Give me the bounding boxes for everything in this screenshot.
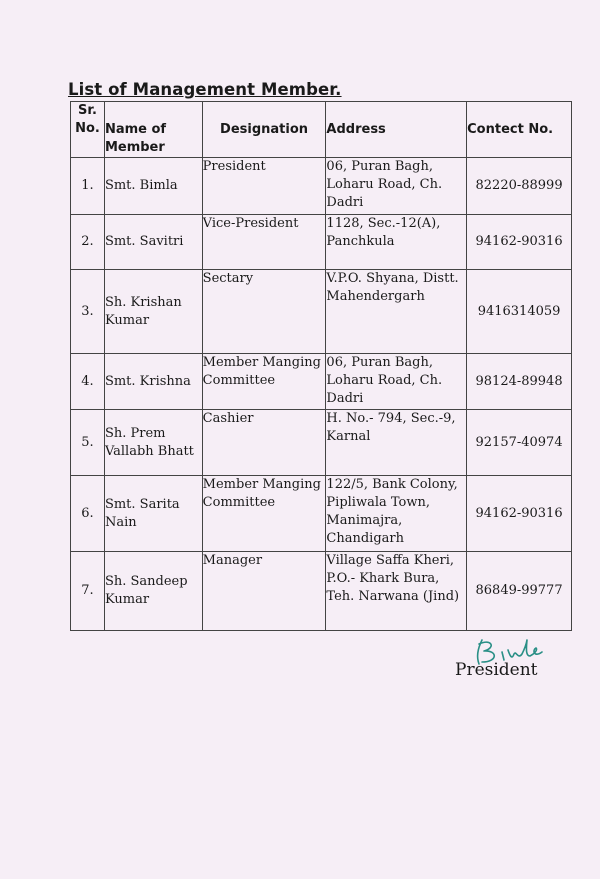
cell-name: Smt. Krishna <box>104 354 202 410</box>
cell-contact: 94162-90316 <box>467 476 572 552</box>
table-row <box>71 476 572 552</box>
table-row <box>71 354 572 410</box>
table-row <box>71 158 572 215</box>
cell-designation: President <box>202 158 326 215</box>
table-header-row <box>71 102 572 158</box>
table-row <box>71 215 572 270</box>
cell-address: 1128, Sec.-12(A), Panchkula <box>326 215 467 270</box>
cell-name: Smt. Savitri <box>104 215 202 270</box>
header-name: Name of Member <box>104 102 202 158</box>
table-row <box>71 552 572 631</box>
cell-sr: 7. <box>71 552 105 631</box>
cell-name: Sh. Sandeep Kumar <box>104 552 202 631</box>
header-address: Address <box>326 102 467 158</box>
cell-contact: 86849-99777 <box>467 552 572 631</box>
cell-sr: 6. <box>71 476 105 552</box>
cell-name: Smt. Bimla <box>104 158 202 215</box>
cell-address: 122/5, Bank Colony, Pipliwala Town, Manimajra, Chandigarh <box>326 476 467 552</box>
cell-designation: Member Manging Committee <box>202 476 326 552</box>
table-row <box>71 270 572 354</box>
cell-designation: Sectary <box>202 270 326 354</box>
cell-sr: 3. <box>71 270 105 354</box>
cell-contact: 98124-89948 <box>467 354 572 410</box>
cell-address: V.P.O. Shyana, Distt. Mahendergarh <box>326 270 467 354</box>
header-designation: Designation <box>202 102 326 158</box>
cell-designation: Vice-President <box>202 215 326 270</box>
cell-contact: 82220-88999 <box>467 158 572 215</box>
cell-sr: 5. <box>71 410 105 476</box>
cell-contact: 9416314059 <box>467 270 572 354</box>
cell-address: Village Saffa Kheri, P.O.- Khark Bura, Teh. Narwana (Jind) <box>326 552 467 631</box>
cell-address: 06, Puran Bagh, Loharu Road, Ch. Dadri <box>326 354 467 410</box>
cell-contact: 92157-40974 <box>467 410 572 476</box>
members-table <box>70 101 572 631</box>
signature-label: President <box>455 660 538 680</box>
cell-designation: Manager <box>202 552 326 631</box>
cell-sr: 4. <box>71 354 105 410</box>
cell-name: Sh. Krishan Kumar <box>104 270 202 354</box>
cell-address: 06, Puran Bagh, Loharu Road, Ch. Dadri <box>326 158 467 215</box>
cell-designation: Member Manging Committee <box>202 354 326 410</box>
cell-name: Smt. Sarita Nain <box>104 476 202 552</box>
cell-sr: 1. <box>71 158 105 215</box>
cell-designation: Cashier <box>202 410 326 476</box>
cell-contact: 94162-90316 <box>467 215 572 270</box>
cell-name: Sh. Prem Vallabh Bhatt <box>104 410 202 476</box>
document-title: List of Management Member. <box>68 80 342 99</box>
table-row <box>71 410 572 476</box>
cell-sr: 2. <box>71 215 105 270</box>
header-sr-no: Sr. No. <box>71 102 105 158</box>
header-contact: Contect No. <box>467 102 572 158</box>
cell-address: H. No.- 794, Sec.-9, Karnal <box>326 410 467 476</box>
